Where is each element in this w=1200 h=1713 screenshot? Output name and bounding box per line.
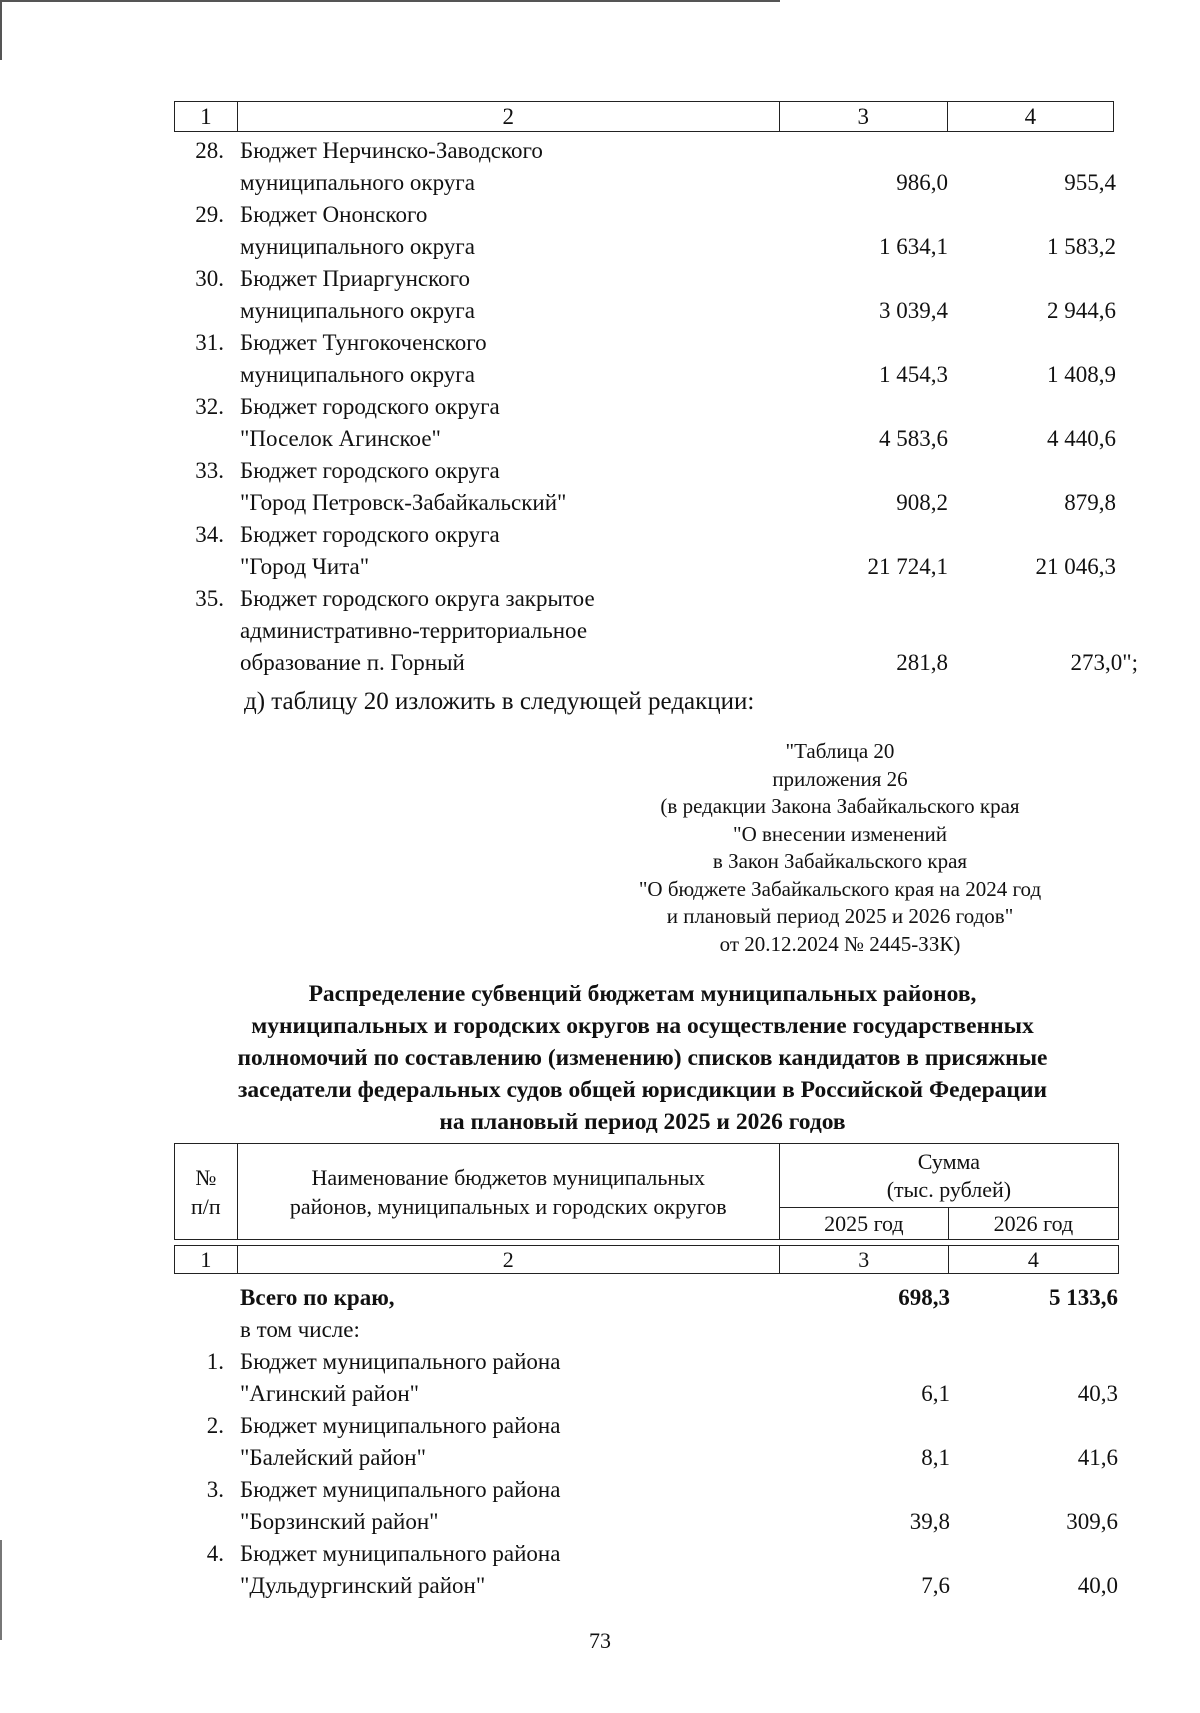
table-annotation [560,738,1120,958]
row-number: 33. [195,458,224,483]
table-row [176,263,1116,327]
header-year-2026: 2026 год [948,1208,1118,1240]
value-2026: 879,8 [1064,490,1116,515]
table-row [176,135,1116,199]
annotation-line: от 20.12.2024 № 2445-ЗЗК) [719,931,961,956]
row-name-line: Бюджет муниципального района [240,1413,561,1438]
annotation-line: "О бюджете Забайкальского края на 2024 год [638,876,1042,901]
title-line: на плановый период 2025 и 2026 годов [439,1109,846,1135]
value-2025: 7,6 [921,1573,950,1598]
header-sum-line: Сумма [917,1148,981,1174]
row-name-line: Бюджет муниципального района [240,1541,561,1566]
row-number: 34. [195,522,224,547]
row-name-line: муниципального округа [240,170,475,195]
row-name-line: муниципального округа [240,298,475,323]
table-row [176,391,1116,455]
value-2025: 21 724,1 [867,554,948,579]
total-2025: 698,3 [898,1285,950,1310]
row-name-line: "Город Чита" [240,554,370,579]
value-2026: 2 944,6 [1047,298,1116,323]
row-name-line: административно-территориальное [240,618,588,643]
row-name-line: Бюджет Нерчинско-Заводского [240,138,543,163]
row-name-line: Бюджет городского округа [240,458,500,483]
header-number-line: п/п [191,1193,221,1219]
amendment-text: д) таблицу 20 изложить в следующей редакции: [244,688,755,715]
annotation-line: и плановый период 2025 и 2026 годов" [666,904,1014,928]
row-number: 32. [195,394,224,419]
row-number: 2. [206,1413,224,1438]
header-name-line: районов, муниципальных и городских округов [289,1193,727,1219]
value-2026: 40,0 [1077,1573,1118,1598]
table-row [176,327,1116,391]
header-sum-cell [779,1144,1118,1208]
including-label: в том числе: [240,1317,360,1342]
value-2026: 4 440,6 [1047,426,1116,451]
row-name-line: "Дульдургинский район" [240,1573,486,1598]
row-name-line: Бюджет муниципального района [240,1477,561,1502]
header-number-line: № [195,1164,217,1190]
header-sum-line: (тыс. рублей) [886,1176,1012,1202]
annotation-line: "О внесении изменений [733,821,947,846]
value-2025: 1 634,1 [879,234,948,259]
total-row [176,1282,1118,1314]
row-number: 4. [206,1541,224,1566]
title-line: заседатели федеральных судов общей юрисдикции в Российской Федерации [237,1077,1048,1103]
col-number: 4 [948,1246,1118,1274]
table-row [176,455,1116,519]
value-2026: 955,4 [1064,170,1116,195]
row-number: 29. [195,202,224,227]
row-number: 1. [206,1349,224,1374]
annotation-line: приложения 26 [772,766,908,791]
table1-rows [176,135,1138,679]
value-2025: 986,0 [896,170,948,195]
annotation-line: в Закон Забайкальского края [712,849,968,873]
table-row [176,1410,1118,1474]
scan-edge-top [0,0,780,2]
table2-rows [176,1282,1118,1602]
row-name-line: Бюджет городского округа [240,394,500,419]
value-2025: 8,1 [921,1445,950,1470]
header-year-2025: 2025 год [779,1208,948,1240]
row-name-line: "Борзинский район" [240,1509,439,1534]
col-number: 1 [175,102,238,132]
annotation-line: (в редакции Закона Забайкальского края [660,794,1020,818]
row-name-line: Бюджет городского округа закрытое [240,586,595,611]
value-2026: 1 583,2 [1047,234,1116,259]
value-2026: 40,3 [1077,1381,1118,1406]
row-number: 28. [195,138,224,163]
row-name-line: образование п. Горный [240,650,465,675]
document-title [170,978,1115,1138]
table2-column-numbers [174,1245,1119,1274]
row-name-line: Бюджет городского округа [240,522,500,547]
value-2025: 281,8 [896,650,948,675]
table-row [176,1474,1118,1538]
row-number: 31. [195,330,224,355]
header-number-cell [175,1144,238,1240]
value-2026: 1 408,9 [1047,362,1116,387]
row-name-line: Бюджет Ононского [240,202,428,227]
row-name-line: муниципального округа [240,362,475,387]
header-name-cell [237,1144,779,1240]
table2-header [174,1143,1119,1240]
total-2026: 5 133,6 [1049,1285,1118,1310]
value-2026: 273,0"; [1070,650,1138,675]
value-2025: 6,1 [921,1381,950,1406]
title-line: муниципальных и городских округов на осуществление государственных [251,1013,1034,1039]
value-2025: 1 454,3 [879,362,948,387]
scan-edge-left-lower [0,1540,2,1640]
row-name-line: муниципального округа [240,234,475,259]
value-2026: 309,6 [1066,1509,1118,1534]
value-2026: 21 046,3 [1035,554,1116,579]
row-number: 3. [206,1477,224,1502]
title-line: полномочий по составлению (изменению) списков кандидатов в присяжные [237,1045,1048,1071]
value-2025: 39,8 [909,1509,950,1534]
value-2025: 3 039,4 [879,298,948,323]
row-name-line: Бюджет муниципального района [240,1349,561,1374]
title-line: Распределение субвенций бюджетам муниципальных районов, [308,981,977,1007]
value-2025: 4 583,6 [879,426,948,451]
table-row [176,1538,1118,1602]
row-name-line: "Агинский район" [240,1381,420,1406]
total-label: Всего по краю, [240,1285,395,1310]
col-number: 4 [947,102,1113,132]
scan-edge-left [0,0,2,60]
annotation-line: "Таблица 20 [785,739,895,763]
col-number: 3 [779,102,947,132]
row-name-line: Бюджет Тунгокоченского [240,330,487,355]
table-row [176,1346,1118,1410]
col-number: 2 [237,102,779,132]
page-number: 73 [589,1628,611,1653]
value-2026: 41,6 [1077,1445,1118,1470]
row-name-line: "Балейский район" [240,1445,426,1470]
col-number: 1 [175,1246,238,1274]
row-name-line: "Город Петровск-Забайкальский" [240,490,567,515]
table-row [176,199,1116,263]
row-number: 35. [195,586,224,611]
including-row [176,1314,1118,1346]
table1-column-numbers [174,101,1114,132]
col-number: 2 [237,1246,779,1274]
value-2025: 908,2 [896,490,948,515]
table-row [176,519,1116,583]
header-name-line: Наименование бюджетов муниципальных [311,1164,705,1190]
col-number: 3 [779,1246,948,1274]
row-name-line: Бюджет Приаргунского [240,266,470,291]
row-number: 30. [195,266,224,291]
row-name-line: "Поселок Агинское" [240,426,441,451]
table-row [176,583,1138,679]
